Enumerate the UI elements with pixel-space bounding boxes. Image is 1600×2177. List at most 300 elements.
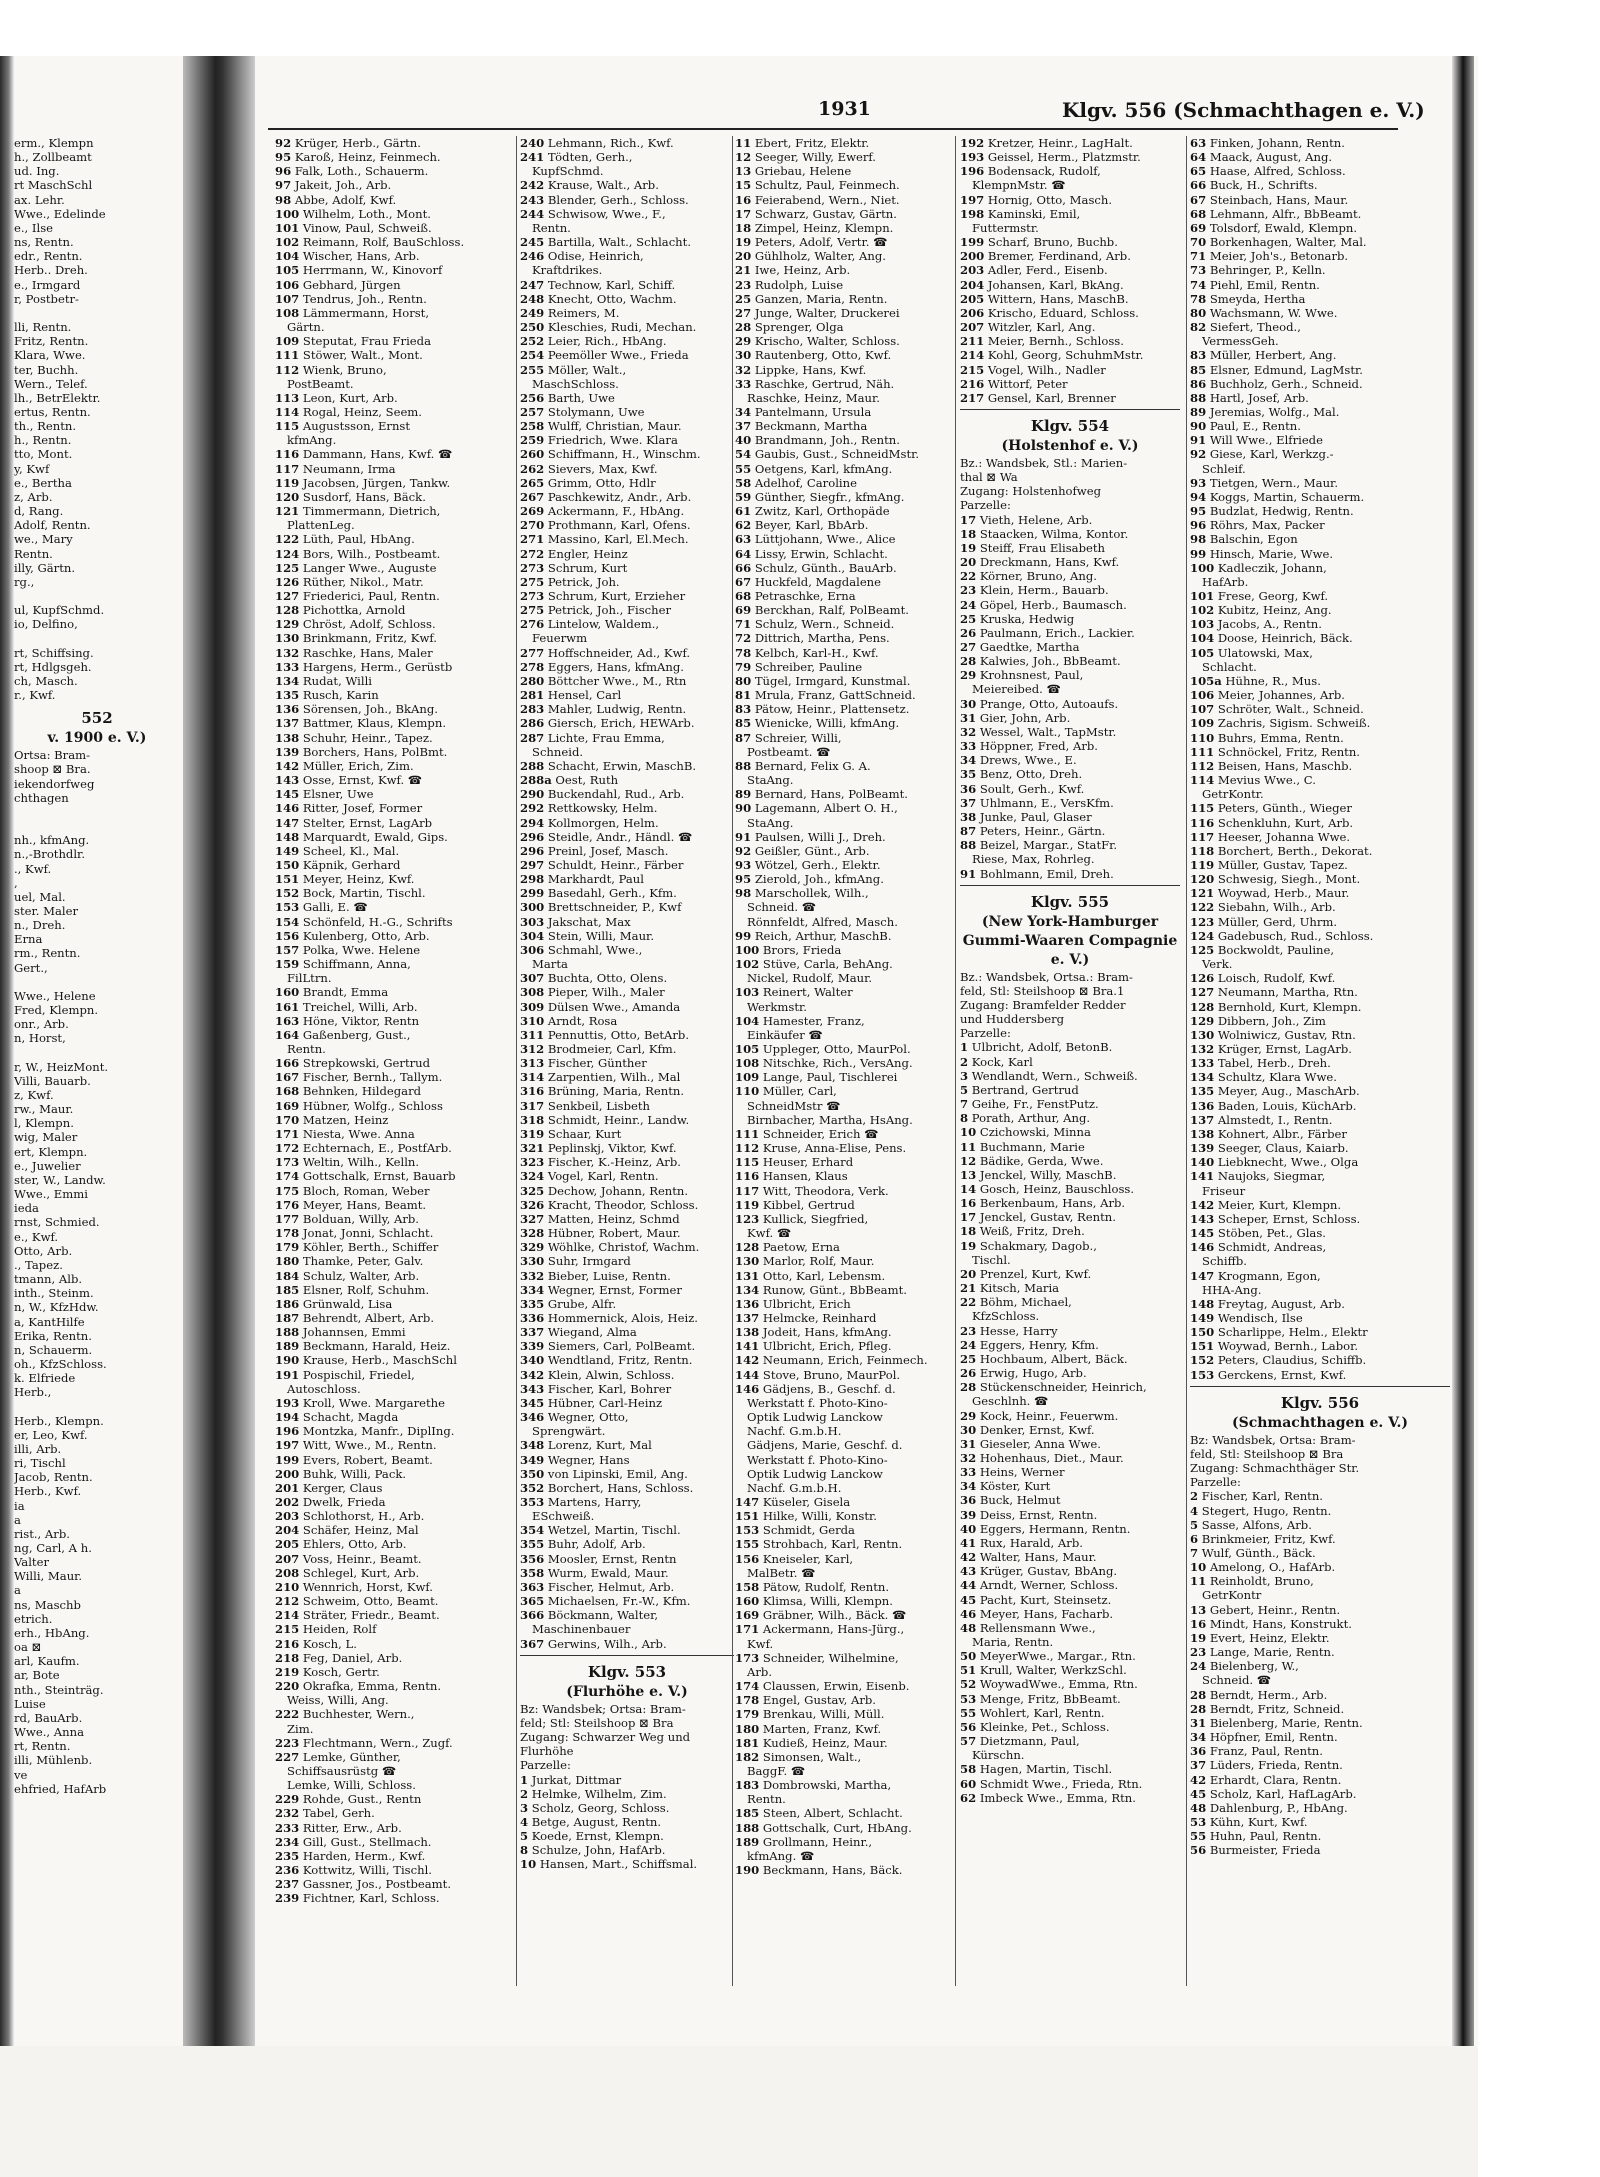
directory-entry: 37 Beckmann, Martha: [735, 419, 868, 434]
directory-entry: 56 Kleinke, Pet., Schloss.: [960, 1719, 1110, 1734]
directory-line: Schneid. ☎: [1202, 1673, 1272, 1688]
directory-line: Schlacht.: [1202, 659, 1257, 674]
directory-line: ia: [14, 1498, 25, 1513]
directory-entry: 115 Augustsson, Ernst: [275, 419, 411, 434]
directory-entry: 299 Basedahl, Gerh., Kfm.: [520, 886, 677, 901]
directory-line: feld, Stl: Steilshoop ⊠ Bra: [1190, 1446, 1344, 1461]
directory-entry: 220 Okrafka, Emma, Rentn.: [275, 1679, 442, 1694]
directory-entry: 130 Wolniwicz, Gustav, Rtn.: [1190, 1027, 1356, 1042]
directory-entry: 101 Frese, Georg, Kwf.: [1190, 589, 1329, 603]
directory-entry: 149 Wendisch, Ilse: [1190, 1310, 1303, 1325]
directory-entry: 136 Baden, Louis, KüchArb.: [1190, 1098, 1357, 1113]
directory-entry: 216 Wittorf, Peter: [960, 376, 1068, 391]
directory-entry: 105a Hühne, R., Mus.: [1190, 673, 1321, 688]
directory-entry: 365 Michaelsen, Fr.-W., Kfm.: [520, 1594, 691, 1609]
directory-line: ng, Carl, A h.: [14, 1541, 92, 1555]
directory-entry: 262 Sievers, Max, Kwf.: [520, 461, 658, 476]
directory-entry: 271 Massino, Karl, El.Mech.: [520, 532, 689, 547]
directory-entry: 237 Gassner, Jos., Postbeamt.: [275, 1877, 452, 1892]
right-page-edge: [1452, 56, 1474, 2046]
directory-line: Herb.,: [14, 1385, 52, 1400]
directory-entry: 18 Weiß, Fritz, Dreh.: [960, 1224, 1085, 1239]
directory-entry: 61 Zwitz, Karl, Orthopäde: [735, 504, 890, 519]
directory-entry: 37 Lüders, Frieda, Rentn.: [1190, 1758, 1343, 1773]
directory-line: Erna: [14, 932, 43, 947]
directory-line: Jacob, Rentn.: [14, 1470, 93, 1485]
directory-entry: 119 Kibbel, Gertrud: [735, 1197, 855, 1212]
directory-line: Schiffsausrüstg ☎: [287, 1763, 397, 1778]
directory-entry: 193 Kroll, Wwe. Margarethe: [275, 1395, 445, 1410]
directory-line: Postbeamt. ☎: [747, 744, 831, 759]
directory-entry: 193 Geissel, Herm., Platzmstr.: [960, 150, 1141, 165]
directory-entry: 154 Schönfeld, H.-G., Schrifts: [275, 914, 453, 929]
directory-entry: 108 Nitschke, Rich., VersAng.: [735, 1056, 913, 1071]
directory-line: Optik Ludwig Lanckow: [747, 1410, 883, 1425]
directory-entry: 70 Borkenhagen, Walter, Mal.: [1190, 235, 1367, 250]
directory-entry: 185 Steen, Albert, Schlacht.: [735, 1806, 903, 1821]
directory-entry: 35 Benz, Otto, Dreh.: [960, 767, 1083, 782]
directory-entry: 137 Almstedt, I., Rentn.: [1190, 1112, 1333, 1127]
directory-line: MalBetr. ☎: [747, 1565, 816, 1580]
directory-line: nth., Steinträg.: [14, 1682, 104, 1697]
directory-line: shoop ⊠ Bra.: [14, 762, 91, 777]
directory-line: wig, Maler: [14, 1130, 78, 1145]
directory-entry: 22 Böhm, Michael,: [960, 1295, 1072, 1310]
directory-entry: 234 Gill, Gust., Stellmach.: [275, 1834, 432, 1849]
directory-line: Rönnfeldt, Alfred, Masch.: [747, 914, 898, 929]
directory-entry: 288a Oest, Ruth: [520, 773, 619, 788]
section-heading: Klgv. 553: [587, 1662, 667, 1681]
directory-entry: 19 Peters, Adolf, Vertr. ☎: [735, 235, 888, 250]
directory-entry: 143 Osse, Ernst, Kwf. ☎: [275, 773, 423, 788]
directory-line: z, Kwf.: [14, 1088, 54, 1102]
directory-entry: 88 Bernard, Felix G. A.: [735, 758, 871, 773]
directory-line: e., Kwf.: [14, 1229, 59, 1244]
directory-entry: 10 Amelong, O., HafArb.: [1190, 1560, 1336, 1575]
directory-entry: 241 Tödten, Gerh.,: [520, 150, 633, 165]
directory-line: Friseur: [1202, 1183, 1246, 1198]
directory-entry: 101 Vinow, Paul, Schweiß.: [275, 220, 432, 235]
directory-entry: 158 Pätow, Rudolf, Rentn.: [735, 1579, 890, 1594]
directory-entry: 102 Kubitz, Heinz, Ang.: [1190, 603, 1332, 618]
directory-entry: 34 Pantelmann, Ursula: [735, 404, 872, 419]
directory-entry: 36 Buck, Helmut: [960, 1493, 1061, 1508]
directory-entry: 278 Eggers, Hans, kfmAng.: [520, 659, 684, 674]
directory-line: Schleif.: [1202, 461, 1246, 476]
directory-entry: 335 Grube, Alfr.: [520, 1296, 617, 1311]
directory-entry: 82 Siefert, Theod.,: [1190, 320, 1301, 335]
directory-entry: 92 Geißler, Günt., Arb.: [735, 843, 870, 858]
directory-entry: 153 Galli, E. ☎: [275, 900, 368, 915]
directory-line: rt MaschSchl: [14, 178, 93, 193]
directory-entry: 161 Treichel, Willi, Arb.: [275, 999, 418, 1014]
directory-entry: 20 Gühlholz, Walter, Ang.: [735, 249, 886, 264]
directory-entry: 64 Lissy, Erwin, Schlacht.: [735, 546, 888, 561]
directory-line: Nachf. G.m.b.H.: [747, 1480, 842, 1495]
directory-entry: 55 Wohlert, Karl, Rentn.: [960, 1705, 1105, 1720]
directory-entry: 204 Schäfer, Heinz, Mal: [275, 1523, 419, 1538]
directory-entry: 42 Erhardt, Clara, Rentn.: [1190, 1772, 1342, 1787]
directory-entry: 32 Wessel, Walt., TapMstr.: [960, 724, 1117, 739]
directory-line: Maria, Rentn.: [972, 1635, 1054, 1649]
directory-entry: 342 Klein, Alwin, Schloss.: [520, 1367, 675, 1382]
directory-entry: 98 Abbe, Adolf, Kwf.: [275, 192, 397, 207]
directory-entry: 6 Brinkmeier, Fritz, Kwf.: [1190, 1531, 1336, 1546]
directory-entry: 11 Buchmann, Marie: [960, 1139, 1085, 1154]
directory-entry: 134 Runow, Günt., BbBeamt.: [735, 1282, 907, 1297]
directory-entry: 31 Bielenberg, Marie, Rentn.: [1190, 1715, 1363, 1730]
blank-line: [14, 1399, 180, 1413]
directory-entry: 67 Steinbach, Hans, Maur.: [1190, 192, 1349, 207]
directory-entry: 206 Krischo, Eduard, Schloss.: [960, 305, 1139, 320]
directory-line: Geschlnh. ☎: [972, 1394, 1049, 1409]
directory-entry: 88 Beizel, Margar., StatFr.: [960, 838, 1118, 853]
directory-line: ert, Klempn.: [14, 1144, 88, 1159]
directory-entry: 29 Krohnsnest, Paul,: [960, 668, 1084, 683]
directory-entry: 110 Buhrs, Emma, Rentn.: [1190, 730, 1344, 745]
directory-entry: 80 Tügel, Irmgard, Kunstmal.: [735, 673, 911, 688]
directory-entry: 240 Lehmann, Rich., Kwf.: [520, 136, 674, 150]
directory-line: n., Dreh.: [14, 918, 66, 933]
directory-entry: 33 Heins, Werner: [960, 1465, 1065, 1480]
directory-entry: 255 Möller, Walt.,: [520, 362, 627, 377]
directory-entry: 138 Schuhr, Heinr., Tapez.: [275, 730, 433, 745]
directory-entry: 142 Neumann, Erich, Feinmech.: [735, 1353, 928, 1368]
directory-entry: 136 Ulbricht, Erich: [735, 1296, 851, 1311]
directory-line: Adolf, Rentn.: [14, 518, 91, 533]
directory-line: illi, Arb.: [14, 1441, 62, 1456]
directory-entry: 41 Rux, Harald, Arb.: [960, 1535, 1083, 1550]
directory-line: Verk.: [1202, 957, 1233, 972]
directory-entry: 214 Sträter, Friedr., Beamt.: [275, 1608, 440, 1623]
column-5: [1190, 136, 1450, 1857]
directory-line: Arb.: [747, 1664, 773, 1679]
directory-entry: 73 Behringer, P., Kelln.: [1190, 263, 1326, 278]
directory-line: feld, Stl: Steilshoop ⊠ Bra.1: [960, 983, 1125, 998]
directory-entry: 151 Hilke, Willi, Konstr.: [735, 1509, 877, 1524]
directory-entry: 1 Ulbricht, Adolf, BetonB.: [960, 1040, 1113, 1055]
directory-entry: 43 Krüger, Gustav, BbAng.: [960, 1564, 1118, 1579]
column-2: [520, 136, 734, 1872]
directory-entry: 190 Beckmann, Hans, Bäck.: [735, 1863, 903, 1878]
directory-entry: 184 Schulz, Walter, Arb.: [275, 1268, 420, 1283]
directory-line: Zugang: Schmachthäger Str.: [1190, 1461, 1360, 1476]
directory-line: Werkmstr.: [747, 999, 807, 1014]
directory-entry: 26 Erwig, Hugo, Arb.: [960, 1366, 1087, 1381]
directory-entry: 346 Wegner, Otto,: [520, 1410, 629, 1425]
directory-entry: 287 Lichte, Frau Emma,: [520, 730, 665, 745]
directory-entry: 321 Peplinskj, Viktor, Kwf.: [520, 1141, 677, 1156]
directory-entry: 246 Odise, Heinrich,: [520, 249, 644, 264]
directory-line: KupfSchmd.: [532, 164, 604, 179]
directory-entry: 87 Schreier, Willi,: [735, 730, 842, 745]
directory-entry: 298 Markhardt, Paul: [520, 872, 644, 887]
directory-entry: 306 Schmahl, Wwe.,: [520, 942, 643, 957]
directory-entry: 56 Burmeister, Frieda: [1190, 1843, 1321, 1858]
directory-entry: 235 Harden, Herm., Kwf.: [275, 1848, 426, 1863]
directory-entry: 106 Gebhard, Jürgen: [275, 277, 401, 292]
directory-line: SchneidMstr ☎: [747, 1098, 841, 1113]
directory-line: ieda: [14, 1201, 39, 1216]
directory-entry: 79 Schreiber, Pauline: [735, 659, 863, 674]
directory-entry: 216 Kosch, L.: [275, 1636, 357, 1651]
directory-line: e., Ilse: [14, 220, 54, 235]
directory-entry: 340 Wendtland, Fritz, Rentn.: [520, 1353, 693, 1368]
directory-entry: 12 Seeger, Willy, Ewerf.: [735, 150, 876, 165]
directory-line: ster. Maler: [14, 903, 79, 918]
directory-entry: 23 Klein, Herm., Bauarb.: [960, 583, 1109, 598]
directory-line: z, Arb.: [14, 489, 53, 504]
directory-line: GetrKontr: [1202, 1588, 1262, 1603]
directory-entry: 78 Smeyda, Hertha: [1190, 291, 1306, 306]
directory-entry: 310 Arndt, Rosa: [520, 1013, 618, 1028]
directory-line: Werkstatt f. Photo-Kino-: [747, 1452, 888, 1467]
directory-line: inth., Steinm.: [14, 1286, 94, 1301]
directory-entry: 107 Schröter, Walt., Schneid.: [1190, 702, 1364, 717]
directory-entry: 199 Scharf, Bruno, Buchb.: [960, 235, 1118, 250]
directory-line: oh., KfzSchloss.: [14, 1356, 107, 1371]
directory-line: io, Delfino,: [14, 617, 78, 632]
directory-line: y, Kwf: [14, 461, 50, 476]
directory-entry: 34 Köster, Kurt: [960, 1479, 1051, 1494]
directory-entry: 108 Lämmermann, Horst,: [275, 305, 430, 320]
directory-line: Klara, Wwe.: [14, 348, 86, 363]
section-heading: (Flurhöhe e. V.): [566, 1683, 688, 1700]
directory-line: Herb.. Dreh.: [14, 263, 88, 278]
directory-entry: 126 Rüther, Nikol., Matr.: [275, 574, 424, 589]
directory-line: lli, Rentn.: [14, 320, 72, 335]
directory-entry: 236 Kottwitz, Willi, Tischl.: [275, 1863, 432, 1878]
directory-line: Kraftdrikes.: [532, 263, 603, 278]
directory-entry: 318 Schmidt, Heinr., Landw.: [520, 1112, 690, 1127]
directory-entry: 66 Schulz, Günth., BauArb.: [735, 560, 897, 575]
section-heading: (Schmachthagen e. V.): [1231, 1414, 1409, 1431]
directory-entry: 336 Hommernick, Alois, Heiz.: [520, 1310, 698, 1325]
directory-entry: 296 Steidle, Andr., Händl. ☎: [520, 829, 693, 844]
directory-entry: 232 Tabel, Gerh.: [275, 1806, 375, 1821]
directory-entry: 8 Porath, Arthur, Ang.: [960, 1111, 1091, 1126]
directory-line: Otto, Arb.: [14, 1243, 73, 1258]
directory-entry: 265 Grimm, Otto, Hdlr: [520, 475, 656, 490]
directory-line: ul, KupfSchmd.: [14, 603, 105, 618]
directory-line: Maschinenbauer: [532, 1622, 631, 1637]
column-divider: [955, 136, 956, 1986]
directory-entry: 33 Raschke, Gertrud, Näh.: [735, 376, 895, 391]
directory-entry: 19 Steiff, Frau Elisabeth: [960, 540, 1105, 555]
directory-entry: 19 Schakmary, Dagob.,: [960, 1238, 1097, 1253]
directory-entry: 147 Stelter, Ernst, LagArb: [275, 815, 433, 830]
directory-entry: 152 Peters, Claudius, Schiffb.: [1190, 1353, 1367, 1368]
column-divider: [1186, 136, 1187, 1986]
directory-line: a, KantHilfe: [14, 1314, 85, 1329]
directory-entry: 169 Hübner, Wolfg., Schloss: [275, 1098, 443, 1113]
directory-entry: 37 Uhlmann, E., VersKfm.: [960, 795, 1114, 810]
directory-entry: 345 Hübner, Carl-Heinz: [520, 1395, 663, 1410]
directory-entry: 2 Helmke, Wilhelm, Zim.: [520, 1786, 667, 1801]
directory-entry: 16 Mindt, Hans, Konstrukt.: [1190, 1616, 1352, 1631]
directory-entry: 349 Wegner, Hans: [520, 1452, 630, 1467]
directory-entry: 135 Meyer, Aug., MaschArb.: [1190, 1084, 1360, 1099]
directory-entry: 197 Hornig, Otto, Masch.: [960, 192, 1113, 207]
directory-entry: 36 Soult, Gerh., Kwf.: [960, 781, 1085, 796]
directory-entry: 14 Gosch, Heinz, Bauschloss.: [960, 1182, 1135, 1196]
directory-entry: 28 Kalwies, Joh., BbBeamt.: [960, 654, 1121, 669]
directory-entry: 215 Vogel, Wilh., Nadler: [960, 362, 1106, 377]
directory-entry: 145 Elsner, Uwe: [275, 787, 374, 802]
directory-line: Parzelle:: [960, 1026, 1011, 1041]
directory-entry: 3 Scholz, Georg, Schloss.: [520, 1800, 670, 1815]
directory-entry: 330 Suhr, Irmgard: [520, 1254, 631, 1269]
directory-entry: 95 Zierold, Joh., kfmAng.: [735, 872, 884, 887]
directory-entry: 178 Jonat, Jonni, Schlacht.: [275, 1226, 434, 1241]
directory-line: rd, BauArb.: [14, 1710, 83, 1725]
directory-line: k. Elfriede: [14, 1371, 76, 1386]
directory-entry: 5 Koede, Ernst, Klempn.: [520, 1829, 664, 1844]
section-heading: (New York-Hamburger: [981, 913, 1159, 930]
directory-entry: 363 Fischer, Helmut, Arb.: [520, 1579, 675, 1594]
directory-entry: 85 Wienicke, Willi, kfmAng.: [735, 716, 900, 731]
directory-entry: 98 Marschollek, Wilh.,: [735, 886, 869, 901]
directory-entry: 118 Borchert, Berth., Dekorat.: [1190, 843, 1373, 858]
directory-entry: 172 Echternach, E., PostfArb.: [275, 1141, 452, 1156]
directory-entry: 174 Gottschalk, Ernst, Bauarb: [275, 1169, 456, 1184]
directory-entry: 31 Gieseler, Anna Wwe.: [960, 1436, 1101, 1451]
directory-line: edr., Rentn.: [14, 249, 83, 264]
directory-entry: 78 Kelbch, Karl-H., Kwf.: [735, 645, 879, 660]
directory-entry: 62 Imbeck Wwe., Emma, Rtn.: [960, 1790, 1136, 1805]
directory-entry: 239 Fichtner, Karl, Schloss.: [275, 1891, 440, 1906]
directory-entry: 13 Griebau, Helene: [735, 164, 852, 179]
directory-entry: 212 Schweim, Otto, Beamt.: [275, 1594, 439, 1609]
section-heading: Klgv. 556: [1280, 1393, 1360, 1412]
directory-entry: 153 Gerckens, Ernst, Kwf.: [1190, 1367, 1347, 1382]
directory-entry: 159 Schiffmann, Anna,: [275, 957, 411, 972]
directory-line: a: [14, 1512, 21, 1527]
directory-entry: 233 Ritter, Erw., Arb.: [275, 1820, 402, 1835]
directory-entry: 339 Siemers, Carl, PolBeamt.: [520, 1339, 696, 1354]
directory-entry: 96 Röhrs, Max, Packer: [1190, 518, 1325, 533]
directory-entry: 85 Elsner, Edmund, LagMstr.: [1190, 362, 1363, 377]
directory-entry: 189 Beckmann, Harald, Heiz.: [275, 1339, 451, 1354]
directory-line: feld; Stl: Steilshoop ⊠ Bra: [520, 1715, 674, 1730]
blank-line: [14, 819, 180, 833]
directory-entry: 55 Oetgens, Karl, kfmAng.: [735, 461, 893, 476]
directory-line: n.,-Brothdlr.: [14, 847, 86, 862]
directory-entry: 155 Strohbach, Karl, Rentn.: [735, 1537, 903, 1552]
directory-line: Schiffb.: [1202, 1254, 1247, 1269]
directory-line: Birnbacher, Martha, HsAng.: [747, 1112, 913, 1127]
directory-entry: 126 Loisch, Rudolf, Kwf.: [1190, 971, 1336, 986]
directory-entry: 104 Wischer, Hans, Arb.: [275, 249, 420, 264]
directory-line: Gädjens, Marie, Geschf. d.: [747, 1438, 903, 1453]
directory-entry: 137 Helmcke, Reinhard: [735, 1310, 877, 1325]
directory-entry: 119 Jacobsen, Jürgen, Tankw.: [275, 475, 451, 490]
blank-line: [14, 805, 180, 819]
directory-entry: 63 Finken, Johann, Rentn.: [1190, 136, 1345, 150]
header-rule: [268, 128, 1398, 130]
directory-line: rg.,: [14, 574, 35, 589]
directory-entry: 204 Johansen, Karl, BkAng.: [960, 277, 1124, 292]
directory-entry: 93 Tietgen, Wern., Maur.: [1190, 475, 1339, 490]
directory-entry: 87 Peters, Heinr., Gärtn.: [960, 824, 1106, 839]
directory-entry: 31 Gier, John, Arb.: [960, 710, 1071, 725]
directory-line: Fritz, Rentn.: [14, 334, 89, 349]
directory-entry: 51 Krull, Walter, WerkzSchl.: [960, 1663, 1127, 1678]
running-head: Klgv. 556 (Schmachthagen e. V.): [1062, 98, 1425, 122]
directory-entry: 110 Müller, Carl,: [735, 1084, 837, 1099]
directory-entry: 128 Pichottka, Arnold: [275, 603, 406, 618]
directory-entry: 286 Giersch, Erich, HEWArb.: [520, 716, 695, 731]
directory-entry: 72 Dittrich, Martha, Pens.: [735, 631, 890, 646]
directory-entry: 294 Kollmorgen, Helm.: [520, 815, 659, 830]
directory-entry: 169 Gräbner, Wilh., Bäck. ☎: [735, 1608, 907, 1623]
directory-entry: 45 Scholz, Karl, HafLagArb.: [1190, 1786, 1357, 1801]
directory-entry: 58 Adelhof, Caroline: [735, 475, 857, 490]
directory-entry: 366 Böckmann, Walter,: [520, 1608, 659, 1623]
directory-entry: 164 Gaßenberg, Gust.,: [275, 1027, 411, 1042]
directory-entry: 189 Grollmann, Heinr.,: [735, 1834, 873, 1849]
directory-line: Schneid. ☎: [747, 900, 817, 915]
directory-line: HafArb.: [1202, 574, 1249, 589]
directory-entry: 12 Bädike, Gerda, Wwe.: [960, 1153, 1104, 1168]
directory-entry: 13 Gebert, Heinr., Rentn.: [1190, 1602, 1341, 1617]
directory-entry: 109 Zachris, Sigism. Schweiß.: [1190, 716, 1371, 731]
directory-entry: 332 Bieber, Luise, Rentn.: [520, 1268, 671, 1283]
directory-entry: 123 Müller, Gerd, Uhrm.: [1190, 914, 1338, 929]
directory-line: th., Rentn.: [14, 419, 77, 434]
directory-entry: 203 Adler, Ferd., Eisenb.: [960, 263, 1108, 278]
directory-entry: 130 Marlor, Rolf, Maur.: [735, 1254, 875, 1269]
directory-entry: 354 Wetzel, Martin, Tischl.: [520, 1523, 681, 1538]
directory-line: tto, Mont.: [14, 447, 73, 462]
directory-entry: 19 Evert, Heinz, Elektr.: [1190, 1630, 1330, 1645]
left-page-fold: [0, 56, 14, 2046]
directory-entry: 257 Stolymann, Uwe: [520, 404, 645, 419]
directory-entry: 20 Dreckmann, Hans, Kwf.: [960, 555, 1120, 570]
directory-entry: 92 Krüger, Herb., Gärtn.: [275, 136, 421, 150]
directory-entry: 11 Reinholdt, Bruno,: [1190, 1574, 1314, 1589]
directory-entry: 194 Schacht, Magda: [275, 1410, 399, 1425]
directory-entry: 11 Ebert, Fritz, Elektr.: [735, 136, 870, 150]
directory-entry: 59 Günther, Siegfr., kfmAng.: [735, 489, 905, 504]
directory-line: Feuerwm: [532, 631, 588, 646]
directory-line: Kwf.: [747, 1636, 774, 1651]
section-rule: [960, 409, 1180, 410]
directory-line: rt, Hdlgsgeh.: [14, 659, 92, 674]
directory-entry: 250 Kleschies, Rudi, Mechan.: [520, 320, 697, 335]
directory-entry: 17 Vieth, Helene, Arb.: [960, 512, 1093, 527]
directory-entry: 127 Neumann, Martha, Rtn.: [1190, 985, 1358, 1000]
directory-line: ud. Ing.: [14, 164, 60, 179]
directory-entry: 52 WoywadWwe., Emma, Rtn.: [960, 1677, 1138, 1692]
directory-line: ve: [14, 1767, 28, 1782]
directory-entry: 156 Kulenberg, Otto, Arb.: [275, 928, 430, 943]
directory-line: StaAng.: [747, 815, 794, 830]
directory-entry: 125 Langer Wwe., Auguste: [275, 560, 437, 575]
directory-entry: 109 Steputat, Frau Frieda: [275, 334, 431, 349]
directory-entry: 327 Matten, Heinz, Schmd: [520, 1211, 680, 1226]
directory-entry: 65 Haase, Alfred, Schloss.: [1190, 164, 1346, 179]
directory-line: GetrKontr.: [1202, 787, 1264, 802]
directory-entry: 329 Wöhlke, Christof, Wachm.: [520, 1240, 700, 1255]
directory-entry: 50 MeyerWwe., Margar., Rtn.: [960, 1649, 1136, 1664]
directory-entry: 90 Lagemann, Albert O. H.,: [735, 801, 898, 816]
section-heading: v. 1900 e. V.): [47, 730, 147, 747]
directory-entry: 276 Lintelow, Waldem.,: [520, 617, 660, 632]
directory-entry: 215 Heiden, Rolf: [275, 1622, 377, 1637]
directory-line: h., Rentn.: [14, 433, 72, 448]
directory-line: rnst, Schmied.: [14, 1215, 100, 1230]
